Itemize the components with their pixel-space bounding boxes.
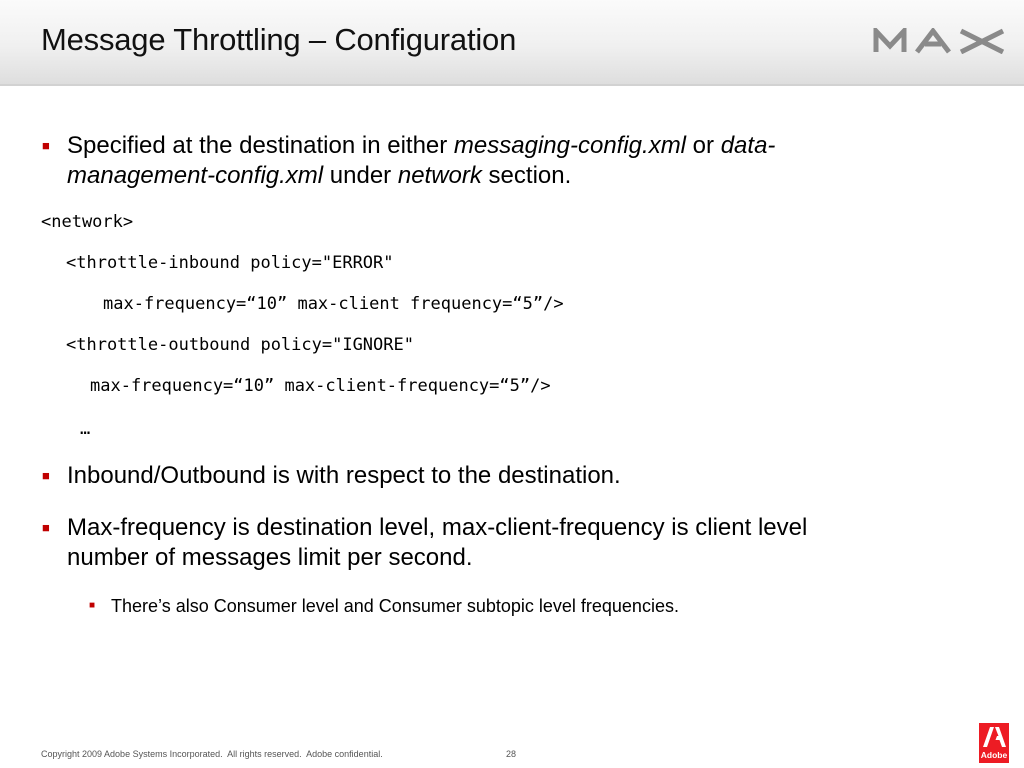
bullet-text: Inbound/Outbound is with respect to the destination. <box>67 462 621 489</box>
text-italic: management-config.xml <box>67 162 324 189</box>
sub-bullet-text: There’s also Consumer level and Consumer subtopic level frequencies. <box>111 596 679 616</box>
bullet-destination-config <box>42 131 967 191</box>
bullet-line <box>67 161 967 191</box>
code-line-inbound-frequency: max-frequency=“10” max-client frequency=“5”/> <box>103 294 564 314</box>
bullet-line <box>67 131 967 161</box>
footer-page-number: 28 <box>506 749 517 759</box>
sub-bullet-consumer-levels <box>89 595 931 617</box>
max-logo <box>873 28 1007 54</box>
code-line-network: <network> <box>41 212 134 232</box>
footer-copyright: Copyright 2009 Adobe Systems Incorporated. All rights reserved. Adobe confidential. <box>41 749 383 759</box>
slide-header <box>0 0 1024 86</box>
text-run: or <box>686 132 721 159</box>
bullet-inbound-outbound <box>42 461 967 491</box>
text-run: Specified at the destination in either <box>67 132 454 159</box>
text-run: section. <box>481 162 572 189</box>
code-line-outbound-frequency: max-frequency=“10” max-client-frequency=“5”/> <box>90 376 551 396</box>
slide-title: Message Throttling – Configuration <box>41 22 517 57</box>
code-line-throttle-outbound: <throttle-outbound policy="IGNORE" <box>66 335 414 355</box>
bullet-marker: ■ <box>89 600 96 611</box>
text-italic: network <box>397 162 482 189</box>
bullet-line: Max-frequency is destination level, max-client-frequency is client level <box>67 514 808 541</box>
bullet-marker: ■ <box>42 138 50 153</box>
adobe-logo <box>979 723 1009 763</box>
code-line-throttle-inbound: <throttle-inbound policy="ERROR" <box>66 253 394 273</box>
adobe-logo-text: Adobe <box>980 750 1008 760</box>
bullet-marker: ■ <box>42 468 50 483</box>
bullet-marker: ■ <box>42 520 50 535</box>
bullet-max-frequency <box>42 513 967 573</box>
text-run: under <box>323 162 398 189</box>
text-italic: messaging-config.xml <box>453 132 687 159</box>
text-italic: data- <box>720 132 776 159</box>
code-line-ellipsis: … <box>80 419 91 439</box>
bullet-line: number of messages limit per second. <box>67 544 473 571</box>
